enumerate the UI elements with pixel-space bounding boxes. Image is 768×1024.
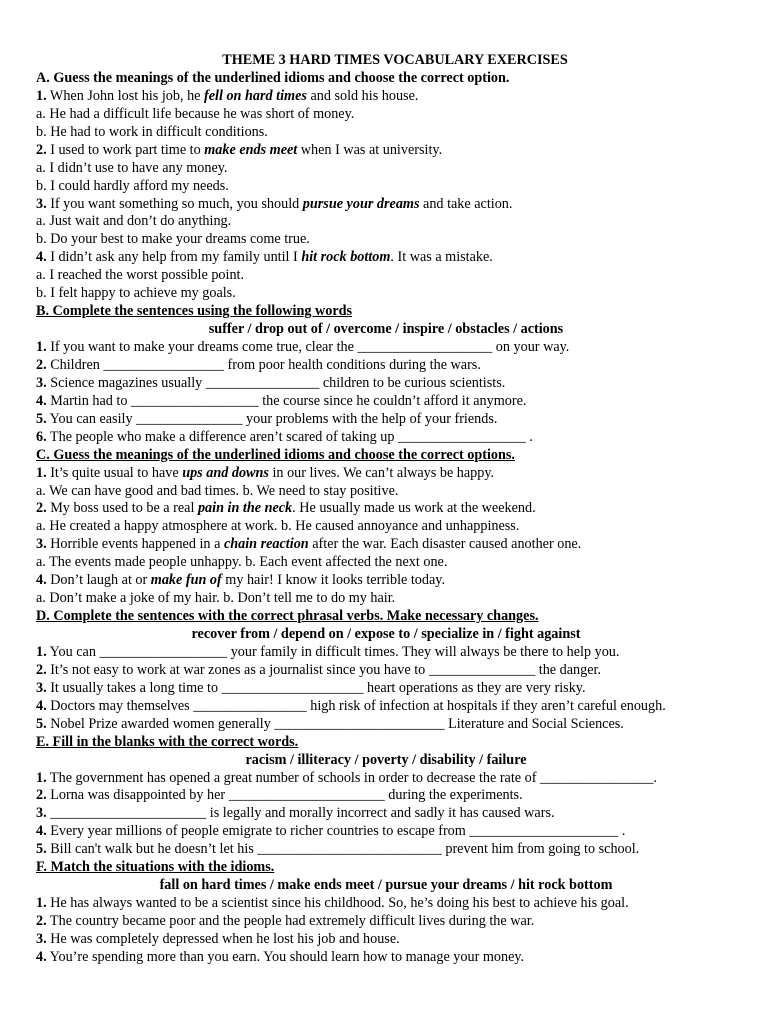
question-number: 3. xyxy=(36,679,47,696)
question-line xyxy=(36,465,736,483)
question-number: 2. xyxy=(36,356,47,373)
question-line xyxy=(36,931,736,949)
question-line xyxy=(36,88,736,106)
question-number: 5. xyxy=(36,841,47,858)
question-text: My boss used to be a real xyxy=(46,500,198,517)
question-number: 3. xyxy=(36,195,47,212)
question-line xyxy=(36,500,736,518)
question-number: 4. xyxy=(36,948,47,965)
question-text: You’re spending more than you earn. You should learn how to manage your money. xyxy=(46,948,525,965)
question-text: It’s quite usual to have xyxy=(46,464,183,481)
question-number: 2. xyxy=(36,500,47,517)
option-line: b. I felt happy to achieve my goals. xyxy=(36,285,236,302)
option-line: a. I reached the worst possible point. xyxy=(36,267,245,284)
option-line: a. The events made people unhappy. b. Each event affected the next one. xyxy=(36,554,448,571)
question-number: 1. xyxy=(36,464,47,481)
section-heading-f: F. Match the situations with the idioms. xyxy=(36,859,275,876)
question-text: Every year millions of people emigrate to richer countries to escape from _____________________ . xyxy=(46,823,626,840)
question-text-end: . It was a mistake. xyxy=(390,249,493,266)
word-list-f: fall on hard times / make ends meet / pursue your dreams / hit rock bottom xyxy=(159,877,613,894)
question-text: Science magazines usually ________________ children to be curious scientists. xyxy=(46,374,506,391)
question-text-end: in our lives. We can’t always be happy. xyxy=(268,464,495,481)
word-list-b: suffer / drop out of / overcome / inspire / obstacles / actions xyxy=(208,321,564,338)
question-text: I used to work part time to xyxy=(46,141,205,158)
option-line: a. Just wait and don’t do anything. xyxy=(36,213,232,230)
question-text-end: my hair! I know it looks terrible today. xyxy=(221,572,446,589)
question-line xyxy=(36,895,736,913)
question-number: 4. xyxy=(36,697,47,714)
section-heading-a: A. Guess the meanings of the underlined idioms and choose the correct option. xyxy=(36,69,510,86)
option-line: a. I didn’t use to have any money. xyxy=(36,159,228,176)
question-text: Children _________________ from poor health conditions during the wars. xyxy=(46,356,481,373)
section-heading-e: E. Fill in the blanks with the correct words. xyxy=(36,733,299,750)
question-line xyxy=(36,339,736,357)
question-line xyxy=(36,823,736,841)
question-text-end: . He usually made us work at the weekend. xyxy=(292,500,536,517)
question-number: 5. xyxy=(36,715,47,732)
section-heading-d: D. Complete the sentences with the correct phrasal verbs. Make necessary changes. xyxy=(36,608,539,625)
question-text: Horrible events happened in a xyxy=(46,536,224,553)
question-text: When John lost his job, he xyxy=(46,87,205,104)
question-text: He has always wanted to be a scientist since his childhood. So, he’s doing his best to achieve his goal. xyxy=(46,895,629,912)
question-line xyxy=(36,249,736,267)
question-text: You can easily _______________ your problems with the help of your friends. xyxy=(46,410,498,427)
question-number: 1. xyxy=(36,769,47,786)
option-line: a. He created a happy atmosphere at work. b. He caused annoyance and unhappiness. xyxy=(36,518,520,535)
question-line xyxy=(36,716,736,734)
question-text-end: after the war. Each disaster caused another one. xyxy=(308,536,582,553)
question-text: Don’t laugh at or xyxy=(46,572,151,589)
question-text: It usually takes a long time to ____________________ heart operations as they are very risky. xyxy=(46,679,586,696)
question-text-end: and take action. xyxy=(419,195,513,212)
question-text: You can __________________ your family in difficult times. They will always be there to help you. xyxy=(46,643,620,660)
question-number: 2. xyxy=(36,913,47,929)
word-list-d: recover from / depend on / expose to / specialize in / fight against xyxy=(191,626,581,642)
question-line xyxy=(36,536,736,554)
question-line xyxy=(36,913,736,931)
section-heading-b: B. Complete the sentences using the following words xyxy=(36,303,353,320)
worksheet-title: THEME 3 HARD TIMES VOCABULARY EXERCISES xyxy=(222,52,568,68)
option-line: a. We can have good and bad times. b. We need to stay positive. xyxy=(36,482,399,499)
question-number: 5. xyxy=(36,410,47,427)
question-text: He was completely depressed when he lost his job and house. xyxy=(46,930,400,947)
question-line xyxy=(36,142,736,160)
question-text: The country became poor and the people had extremely difficult lives during the war. xyxy=(46,913,535,929)
question-line xyxy=(36,770,736,788)
question-text: It’s not easy to work at war zones as a journalist since you have to _______________ the danger. xyxy=(46,661,602,678)
question-number: 1. xyxy=(36,895,47,912)
question-line xyxy=(36,429,736,447)
question-text-end: when I was at university. xyxy=(297,141,443,158)
question-number: 3. xyxy=(36,374,47,391)
question-line xyxy=(36,572,736,590)
question-number: 3. xyxy=(36,930,47,947)
question-line xyxy=(36,949,736,967)
question-number: 3. xyxy=(36,536,47,553)
question-text-end: and sold his house. xyxy=(306,87,419,104)
question-text: Bill can't walk but he doesn’t let his __________________________ prevent him from going to school. xyxy=(46,841,640,858)
idiom-highlight: hit rock bottom xyxy=(301,249,391,266)
option-line: a. Don’t make a joke of my hair. b. Don’t tell me to do my hair. xyxy=(36,590,396,607)
section-heading-c: C. Guess the meanings of the underlined idioms and choose the correct options. xyxy=(36,446,515,463)
option-line: b. Do your best to make your dreams come true. xyxy=(36,231,310,248)
question-line xyxy=(36,375,736,393)
question-number: 1. xyxy=(36,339,47,355)
question-number: 1. xyxy=(36,87,47,104)
option-line: b. He had to work in difficult conditions. xyxy=(36,123,268,140)
question-line xyxy=(36,196,736,214)
question-text: Nobel Prize awarded women generally ________________________ Literature and Social Sciences. xyxy=(46,715,624,732)
idiom-highlight: fell on hard times xyxy=(204,87,307,104)
word-list-e: racism / illiteracy / poverty / disability / failure xyxy=(245,751,527,768)
question-line xyxy=(36,680,736,698)
idiom-highlight: make fun of xyxy=(150,572,222,589)
question-line xyxy=(36,644,736,662)
question-number: 2. xyxy=(36,141,47,158)
idiom-highlight: chain reaction xyxy=(223,536,309,553)
question-text: Martin had to __________________ the course since he couldn’t afford it anymore. xyxy=(46,392,527,409)
question-line xyxy=(36,393,736,411)
question-number: 4. xyxy=(36,249,47,266)
question-number: 4. xyxy=(36,392,47,409)
question-line xyxy=(36,841,736,859)
idiom-highlight: ups and downs xyxy=(182,464,269,481)
idiom-highlight: make ends meet xyxy=(204,141,298,158)
question-number: 3. xyxy=(36,805,47,822)
question-number: 2. xyxy=(36,787,47,804)
question-text: If you want to make your dreams come true, clear the ___________________ on your way. xyxy=(46,339,570,355)
question-line xyxy=(36,662,736,680)
question-text: Doctors may themselves ________________ high risk of infection at hospitals if they aren’t careful enough. xyxy=(46,697,666,714)
question-number: 1. xyxy=(36,643,47,660)
question-line xyxy=(36,357,736,375)
question-text: The government has opened a great number of schools in order to decrease the rate of ________________. xyxy=(46,769,658,786)
idiom-highlight: pursue your dreams xyxy=(302,195,420,212)
question-text: If you want something so much, you should xyxy=(46,195,303,212)
question-text: I didn’t ask any help from my family until I xyxy=(46,249,302,266)
question-text: Lorna was disappointed by her ______________________ during the experiments. xyxy=(46,787,523,804)
question-number: 2. xyxy=(36,661,47,678)
question-number: 6. xyxy=(36,428,47,445)
question-line xyxy=(36,698,736,716)
question-number: 4. xyxy=(36,823,47,840)
question-line xyxy=(36,805,736,823)
question-line xyxy=(36,411,736,429)
question-number: 4. xyxy=(36,572,47,589)
idiom-highlight: pain in the neck xyxy=(197,500,293,517)
worksheet-page xyxy=(36,52,736,967)
option-line: a. He had a difficult life because he was short of money. xyxy=(36,105,355,122)
question-text: ______________________ is legally and morally incorrect and sadly it has caused wars. xyxy=(46,805,555,822)
option-line: b. I could hardly afford my needs. xyxy=(36,177,229,194)
question-text: The people who make a difference aren’t scared of taking up __________________ . xyxy=(46,428,533,445)
question-line xyxy=(36,787,736,805)
